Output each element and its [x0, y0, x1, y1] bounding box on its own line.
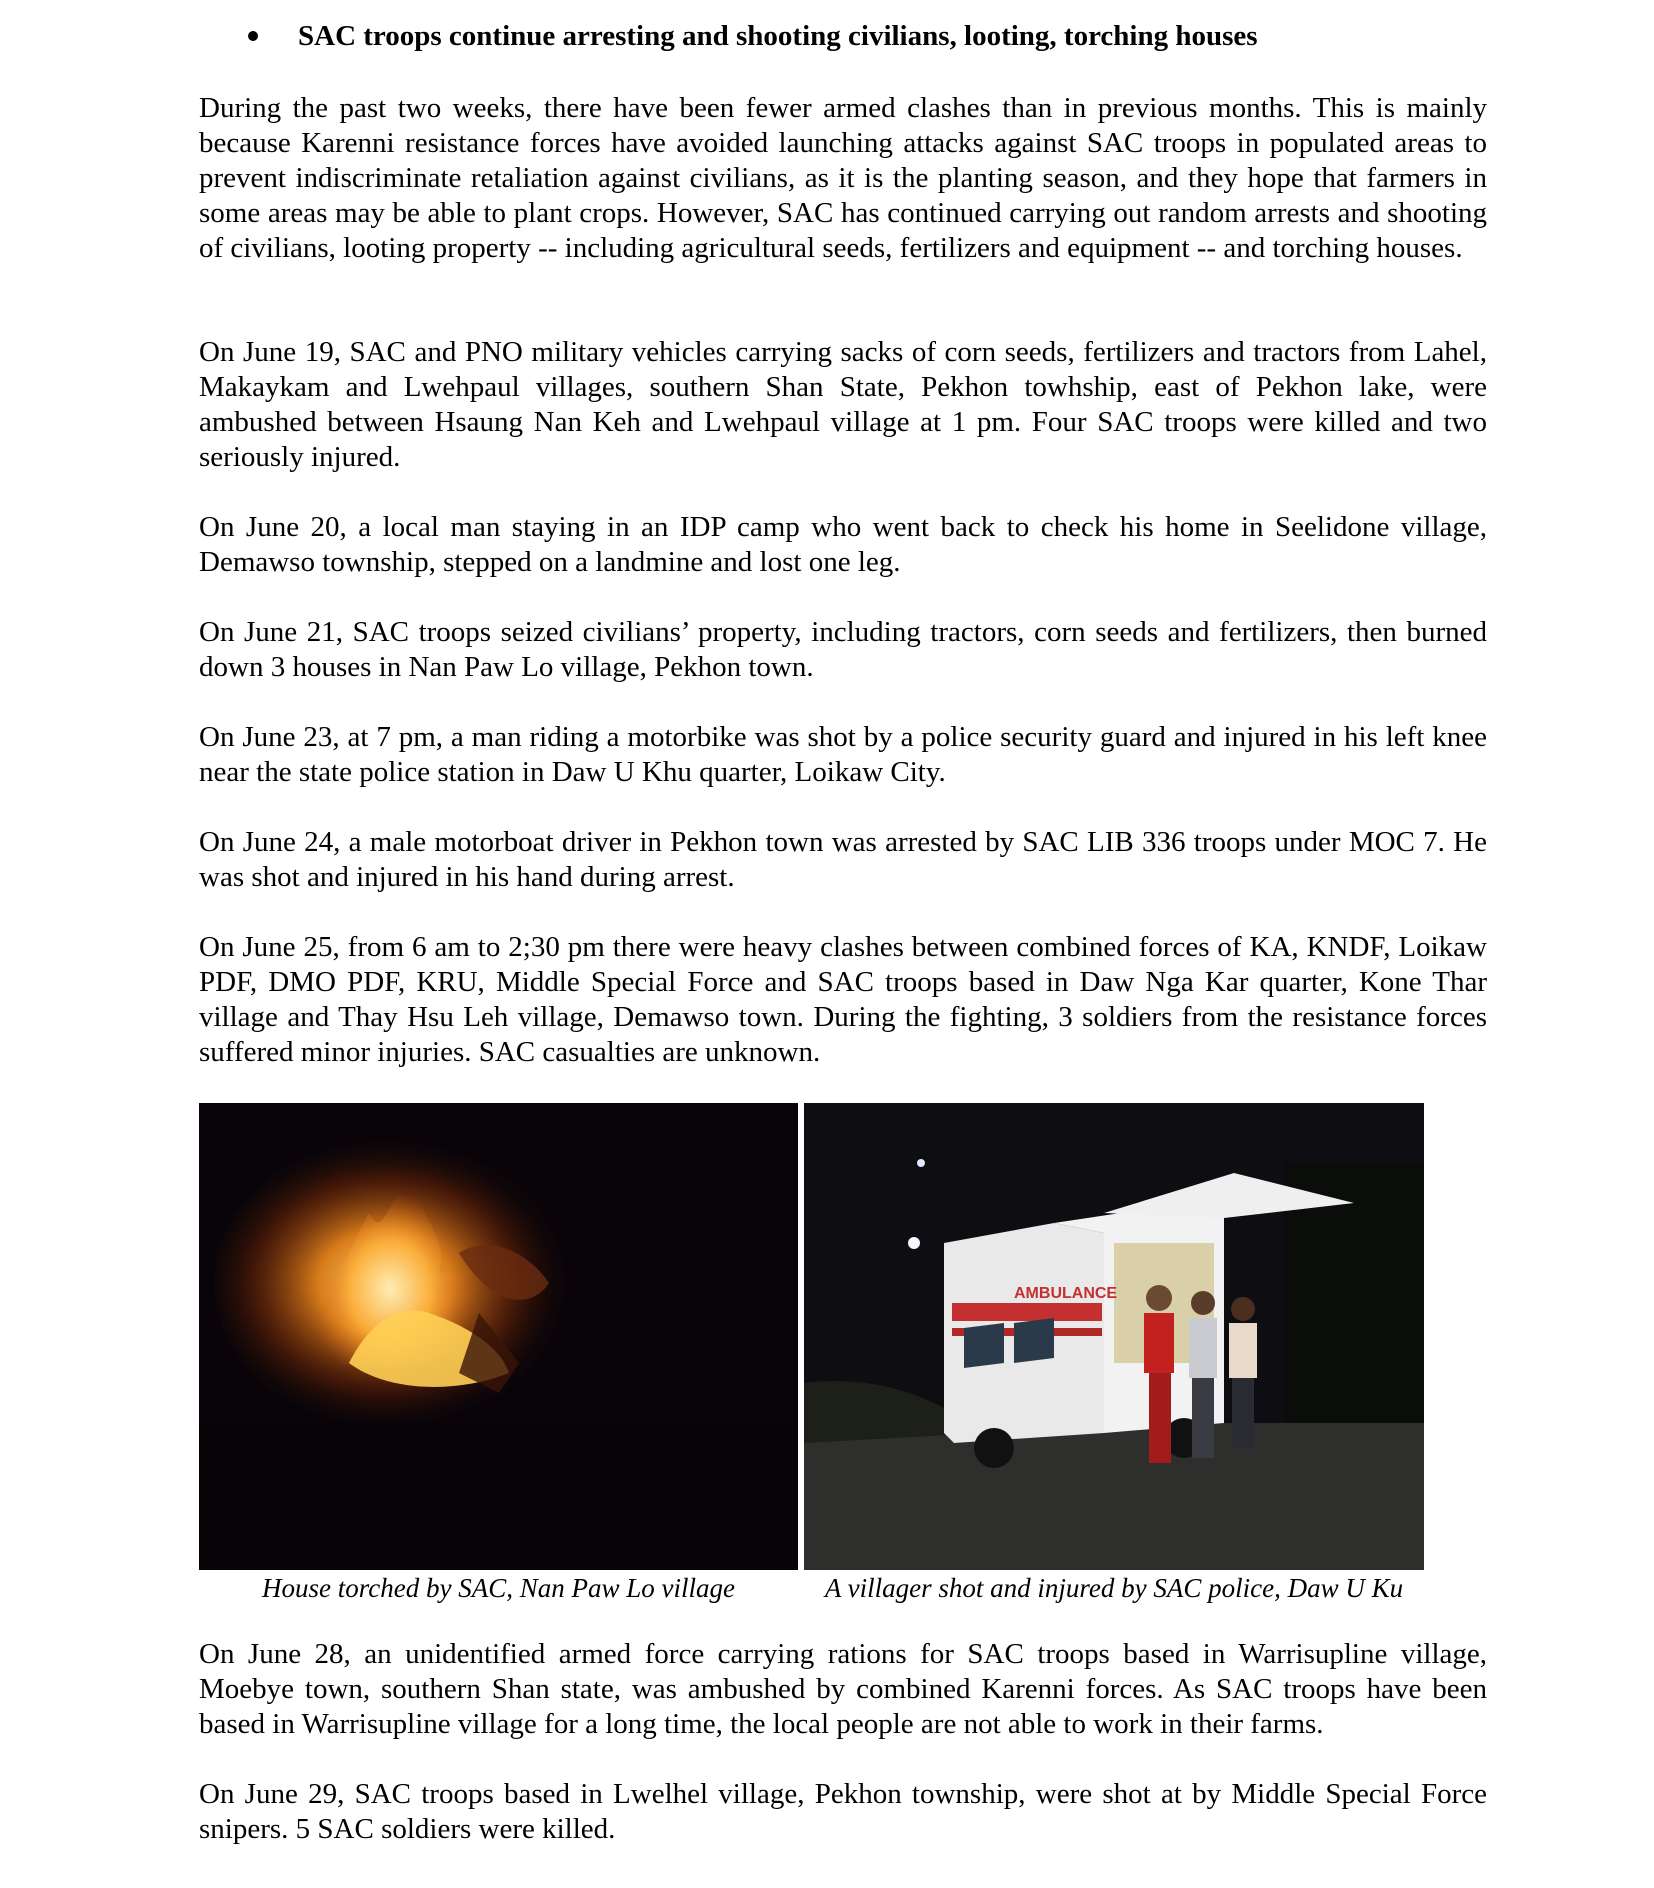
paragraph-june-20: On June 20, a local man staying in an IDP camp who went back to check his home in Seelidone village, Demawso township, stepped on a landmine and lost one leg. — [199, 511, 1487, 578]
ambulance-sign: AMBULANCE — [1014, 1285, 1118, 1302]
section-heading-text: SAC troops continue arresting and shooting civilians, looting, torching houses — [298, 20, 1258, 52]
photo-house-fire — [199, 1103, 798, 1570]
paragraph-june-19: On June 19, SAC and PNO military vehicles carrying sacks of corn seeds, fertilizers and tractors from Lahel, Makaykam and Lwehpaul villages, southern Shan State, Pekhon towhship, east of Pekhon lake, were ambushed between Hsaung Nan Keh and Lwehpaul village at 1 pm. Four SAC troops were killed and two seriously injured. — [199, 336, 1487, 473]
caption-ambulance: A villager shot and injured by SAC police, Daw U Ku — [824, 1573, 1404, 1603]
paragraph-june-25: On June 25, from 6 am to 2;30 pm there were heavy clashes between combined forces of KA, KNDF, Loikaw PDF, DMO PDF, KRU, Middle Special Force and SAC troops based in Daw Nga Kar quarter, Kone Thar village and Thay Hsu Leh village, Demawso town. During the fighting, 3 soldiers from the resistance forces suffered minor injuries. SAC casualties are unknown. — [199, 931, 1487, 1068]
paragraph-intro: During the past two weeks, there have been fewer armed clashes than in previous months. This is mainly because Karenni resistance forces have avoided launching attacks against SAC troops in populated areas to prevent indiscriminate retaliation against civilians, as it is the planting season, and they hope that farmers in some areas may be able to plant crops. However, SAC has continued carrying out random arrests and shooting of civilians, looting property -- including agricultural seeds, fertilizers and equipment -- and torching houses. — [199, 92, 1487, 264]
section-heading — [248, 18, 1258, 54]
paragraph-june-28: On June 28, an unidentified armed force carrying rations for SAC troops based in Warrisupline village, Moebye town, southern Shan state, was ambushed by combined Karenni forces. As SAC troops have been based in Warrisupline village for a long time, the local people are not able to work in their farms. — [199, 1638, 1487, 1740]
photo-ambulance — [804, 1103, 1424, 1570]
paragraph-june-21: On June 21, SAC troops seized civilians’ property, including tractors, corn seeds and fertilizers, then burned down 3 houses in Nan Paw Lo village, Pekhon town. — [199, 616, 1487, 683]
bullet-icon — [248, 31, 258, 41]
paragraph-june-29: On June 29, SAC troops based in Lwelhel village, Pekhon township, were shot at by Middle Special Force snipers. 5 SAC soldiers were killed. — [199, 1778, 1487, 1845]
caption-house-fire: House torched by SAC, Nan Paw Lo village — [262, 1573, 735, 1603]
paragraph-june-24: On June 24, a male motorboat driver in Pekhon town was arrested by SAC LIB 336 troops under MOC 7. He was shot and injured in his hand during arrest. — [199, 826, 1487, 893]
paragraph-june-23: On June 23, at 7 pm, a man riding a motorbike was shot by a police security guard and injured in his left knee near the state police station in Daw U Khu quarter, Loikaw City. — [199, 721, 1487, 788]
